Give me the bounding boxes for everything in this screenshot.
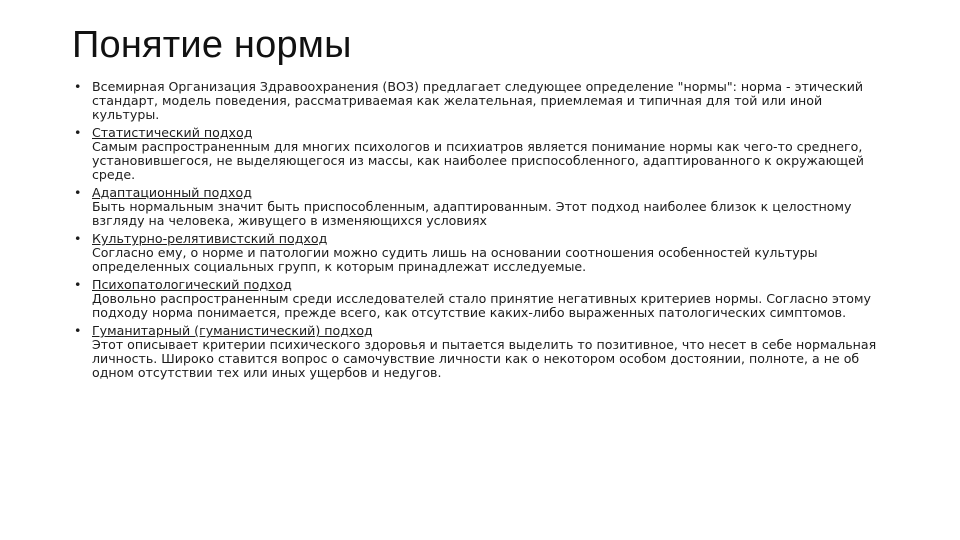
bullet-icon: • [74, 323, 82, 338]
bullet-icon: • [74, 277, 82, 292]
item-heading: Психопатологический подход [92, 277, 292, 292]
list-item [74, 186, 886, 228]
item-text: Самым распространенным для многих психологов и психиатров является понимание нормы как чего-то среднего, установившегося, не выделяющегося из массы, как наиболее приспособленного, адаптированного к окружающей среде. [92, 139, 864, 182]
list-item [74, 232, 886, 274]
item-heading: Адаптационный подход [92, 185, 252, 200]
item-heading: Культурно-релятивистский подход [92, 231, 328, 246]
item-text: Этот описывает критерии психического здоровья и пытается выделить то позитивное, что несет в себе нормальная личность. Широко ставится вопрос о самочувствие личности как о некотором особом достоянии, полноте, а не об одном отсутствии тех или иных ущербов и недугов. [92, 337, 877, 380]
bullet-list [74, 80, 886, 384]
list-item [74, 80, 886, 122]
item-text: Быть нормальным значит быть приспособленным, адаптированным. Этот подход наиболее близок к целостному взгляду на человека, живущего в изменяющихся условиях [92, 199, 852, 228]
bullet-icon: • [74, 79, 82, 94]
item-text: Довольно распространенным среди исследователей стало принятие негативных критериев нормы. Согласно этому подходу норма понимается, прежде всего, как отсутствие каких-либо выраженных патологических симптомов. [92, 291, 871, 320]
list-item [74, 324, 886, 380]
item-text: Согласно ему, о норме и патологии можно судить лишь на основании соотношения особенностей культуры определенных социальных групп, к которым принадлежат исследуемые. [92, 245, 818, 274]
bullet-icon: • [74, 125, 82, 140]
item-heading: Гуманитарный (гуманистический) подход [92, 323, 373, 338]
slide-title: Понятие нормы [72, 24, 352, 66]
list-item [74, 278, 886, 320]
item-heading: Статистический подход [92, 125, 253, 140]
list-item [74, 126, 886, 182]
bullet-icon: • [74, 231, 82, 246]
bullet-icon: • [74, 185, 82, 200]
item-text: Всемирная Организация Здравоохранения (ВОЗ) предлагает следующее определение "нормы": норма - этический стандарт, модель поведения, рассматриваемая как желательная, приемлемая и типичная для той или иной культуры. [92, 79, 864, 122]
